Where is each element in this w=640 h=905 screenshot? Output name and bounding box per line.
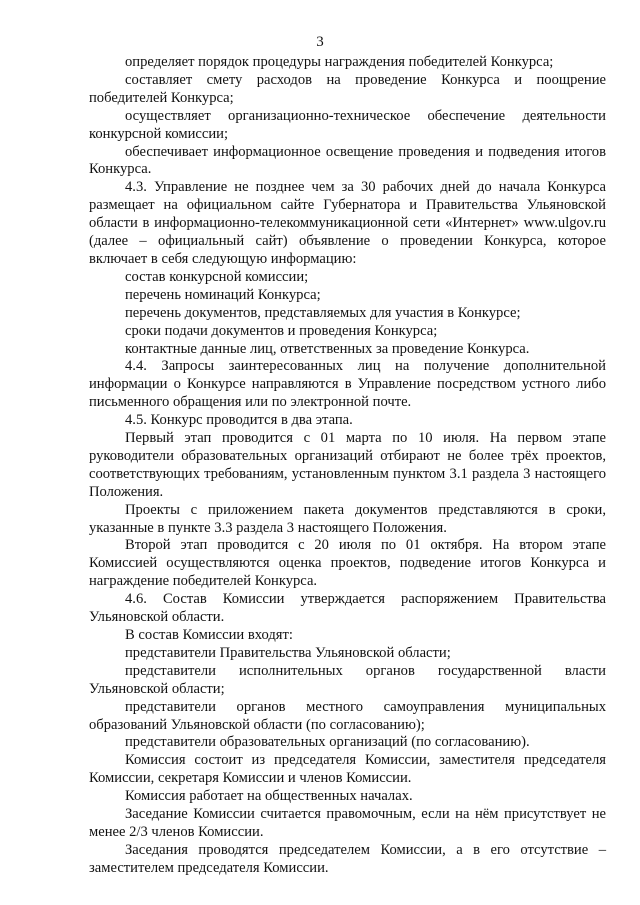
paragraph: представители исполнительных органов государственной власти Ульяновской области; xyxy=(89,662,606,697)
paragraph: В состав Комиссии входят: xyxy=(125,627,293,643)
paragraph: Заседания проводятся председателем Комиссии, а в его отсутствие – заместителем председателя Комиссии. xyxy=(89,841,606,876)
paragraph: 4.6. Состав Комиссии утверждается распоряжением Правительства Ульяновской области. xyxy=(89,591,606,626)
paragraph: Комиссия работает на общественных началах. xyxy=(125,788,413,805)
paragraph: перечень номинаций Конкурса; xyxy=(125,286,321,303)
paragraph: представители образовательных организаций (по согласованию). xyxy=(125,734,530,751)
paragraph: 4.4. Запросы заинтересованных лиц на получение дополнительной информации о Конкурсе направляются в Управление посредством устного либо письменного обращения или по электронной почте. xyxy=(89,358,606,411)
paragraph: обеспечивает информационное освещение проведения и подведения итогов Конкурса. xyxy=(89,143,606,178)
paragraph: 4.5. Конкурс проводится в два этапа. xyxy=(125,412,353,429)
paragraph: представители органов местного самоуправления муниципальных образований Ульяновской области (по согласованию); xyxy=(89,698,606,733)
paragraph: Второй этап проводится с 20 июля по 01 октября. На втором этапе Комиссией осуществляются оценка проектов, подведение итогов Конкурса и награждение победителей Конкурса. xyxy=(89,537,606,590)
paragraph: составляет смету расходов на проведение Конкурса и поощрение победителей Конкурса; xyxy=(89,71,606,106)
paragraph: Проекты с приложением пакета документов представляются в сроки, указанные в пункте 3.3 раздела 3 настоящего Положения. xyxy=(89,501,606,536)
paragraph: Комиссия состоит из председателя Комиссии, заместителя председателя Комиссии, секретаря Комиссии и членов Комиссии. xyxy=(89,752,606,787)
document-body xyxy=(89,54,606,878)
paragraph: перечень документов, представляемых для участия в Конкурсе; xyxy=(125,304,521,321)
paragraph: состав конкурсной комиссии; xyxy=(125,268,309,285)
paragraph: Первый этап проводится с 01 марта по 10 июля. На первом этапе руководители образовательных организаций отбирают не более трёх проектов, соответствующих требованиям, установленным пунктом 3.1 раздела 3 настоящего Положения. xyxy=(89,430,606,500)
page-number: 3 xyxy=(316,34,324,50)
paragraph: осуществляет организационно-техническое обеспечение деятельности конкурсной комиссии; xyxy=(89,107,606,142)
paragraph: Заседание Комиссии считается правомочным, если на нём присутствует не менее 2/3 членов Комиссии. xyxy=(89,806,606,840)
paragraph: 4.3. Управление не позднее чем за 30 рабочих дней до начала Конкурса размещает на официальном сайте Губернатора и Правительства Ульяновской области в информационно-телекоммуникационной сети «Интернет» www.ulgov.ru (далее – официальный сайт) объявление о проведении Конкурса, которое включает в себя следующую информацию: xyxy=(89,179,606,267)
paragraph: представители Правительства Ульяновской области; xyxy=(125,644,451,661)
paragraph: контактные данные лиц, ответственных за проведение Конкурса. xyxy=(125,340,530,357)
paragraph: сроки подачи документов и проведения Конкурса; xyxy=(125,322,438,339)
paragraph: определяет порядок процедуры награждения победителей Конкурса; xyxy=(125,54,554,70)
